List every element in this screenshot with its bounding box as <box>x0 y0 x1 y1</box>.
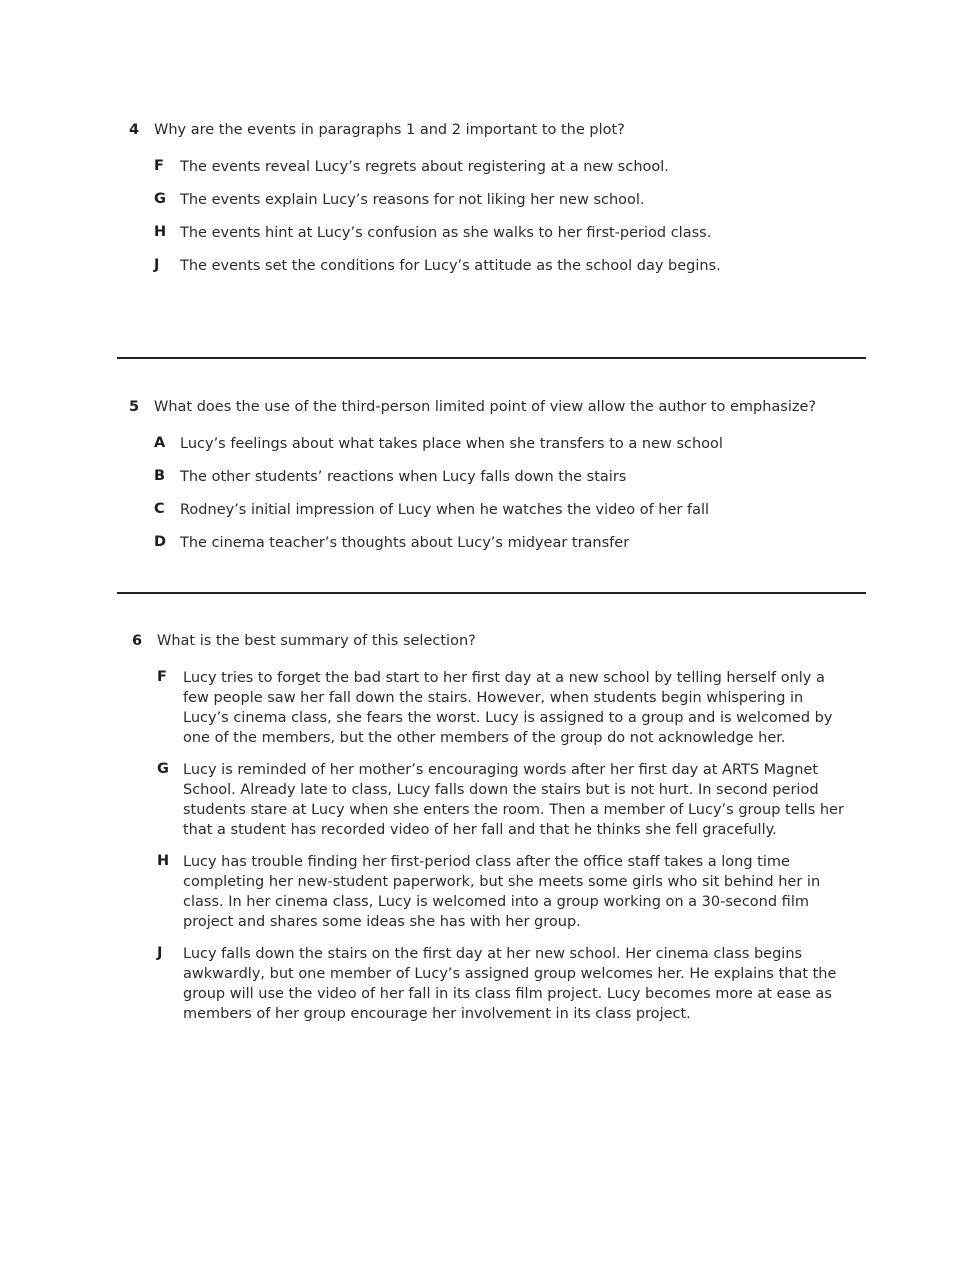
choice-text: Lucy has trouble finding her first-period class after the office staff takes a long time completing her new-student paperwork, but she meets some girls who sit behind her in class. In her cinema class, Lucy is welcomed into a group working on a 30-second film project and shares some ideas she has with her group. <box>183 854 821 930</box>
choice-letter: J <box>154 257 160 273</box>
choice-letter: C <box>154 501 165 517</box>
choice-text: The cinema teacher’s thoughts about Lucy’s midyear transfer <box>180 535 630 551</box>
choice-text: The events explain Lucy’s reasons for not liking her new school. <box>180 192 645 208</box>
section-divider <box>117 592 866 594</box>
answer-choice-f[interactable] <box>0 158 979 180</box>
answer-choice-a[interactable] <box>0 435 979 457</box>
choice-letter: H <box>157 853 170 869</box>
choice-letter: G <box>157 761 169 777</box>
choice-letter: H <box>154 224 167 240</box>
choice-text: Lucy’s feelings about what takes place when she transfers to a new school <box>180 436 723 452</box>
section-divider <box>117 357 866 359</box>
answer-choice-g[interactable] <box>0 761 979 843</box>
answer-choice-j[interactable] <box>0 257 979 279</box>
answer-choice-f[interactable] <box>0 669 979 751</box>
answer-choice-c[interactable] <box>0 501 979 523</box>
choice-text: Lucy falls down the stairs on the first day at her new school. Her cinema class begins awkwardly, but one member of Lucy’s assigned group welcomes her. He explains that the group will use the video of her fall in its class film project. Lucy becomes more at ease as members of her group encourage her involvement in its class project. <box>183 946 837 1022</box>
question-stem: What is the best summary of this selection? <box>157 633 476 649</box>
choice-letter: A <box>154 435 166 451</box>
question-number: 6 <box>132 633 143 649</box>
answer-choice-j[interactable] <box>0 945 979 1027</box>
choice-letter: J <box>157 945 163 961</box>
choice-text: The events set the conditions for Lucy’s attitude as the school day begins. <box>180 258 721 274</box>
answer-choice-b[interactable] <box>0 468 979 490</box>
answer-choice-h[interactable] <box>0 853 979 935</box>
choice-text: Lucy tries to forget the bad start to her first day at a new school by telling herself only a few people saw her fall down the stairs. However, when students begin whispering in Lucy’s cinema class, she fears the worst. Lucy is assigned to a group and is welcomed by one of the members, but the other members of the group do not acknowledge her. <box>183 670 833 746</box>
choice-letter: B <box>154 468 166 484</box>
choice-text: The other students’ reactions when Lucy falls down the stairs <box>180 469 627 485</box>
choice-letter: F <box>157 669 167 685</box>
choice-letter: F <box>154 158 164 174</box>
question-stem: What does the use of the third-person limited point of view allow the author to emphasize? <box>154 399 817 415</box>
choice-text: Lucy is reminded of her mother’s encouraging words after her first day at ARTS Magnet School. Already late to class, Lucy falls down the stairs but is not hurt. In second period students stare at Lucy when she enters the room. Then a member of Lucy’s group tells her that a student has recorded video of her fall and that he thinks she fell gracefully. <box>183 762 844 838</box>
choice-letter: D <box>154 534 167 550</box>
question-number: 4 <box>129 122 140 138</box>
answer-choice-d[interactable] <box>0 534 979 556</box>
question-stem: Why are the events in paragraphs 1 and 2 important to the plot? <box>154 122 625 138</box>
question-number: 5 <box>129 399 140 415</box>
choice-text: The events hint at Lucy’s confusion as she walks to her first-period class. <box>180 225 712 241</box>
answer-choice-g[interactable] <box>0 191 979 213</box>
choice-text: The events reveal Lucy’s regrets about registering at a new school. <box>180 159 669 175</box>
choice-text: Rodney’s initial impression of Lucy when he watches the video of her fall <box>180 502 710 518</box>
choice-letter: G <box>154 191 166 207</box>
answer-choice-h[interactable] <box>0 224 979 246</box>
